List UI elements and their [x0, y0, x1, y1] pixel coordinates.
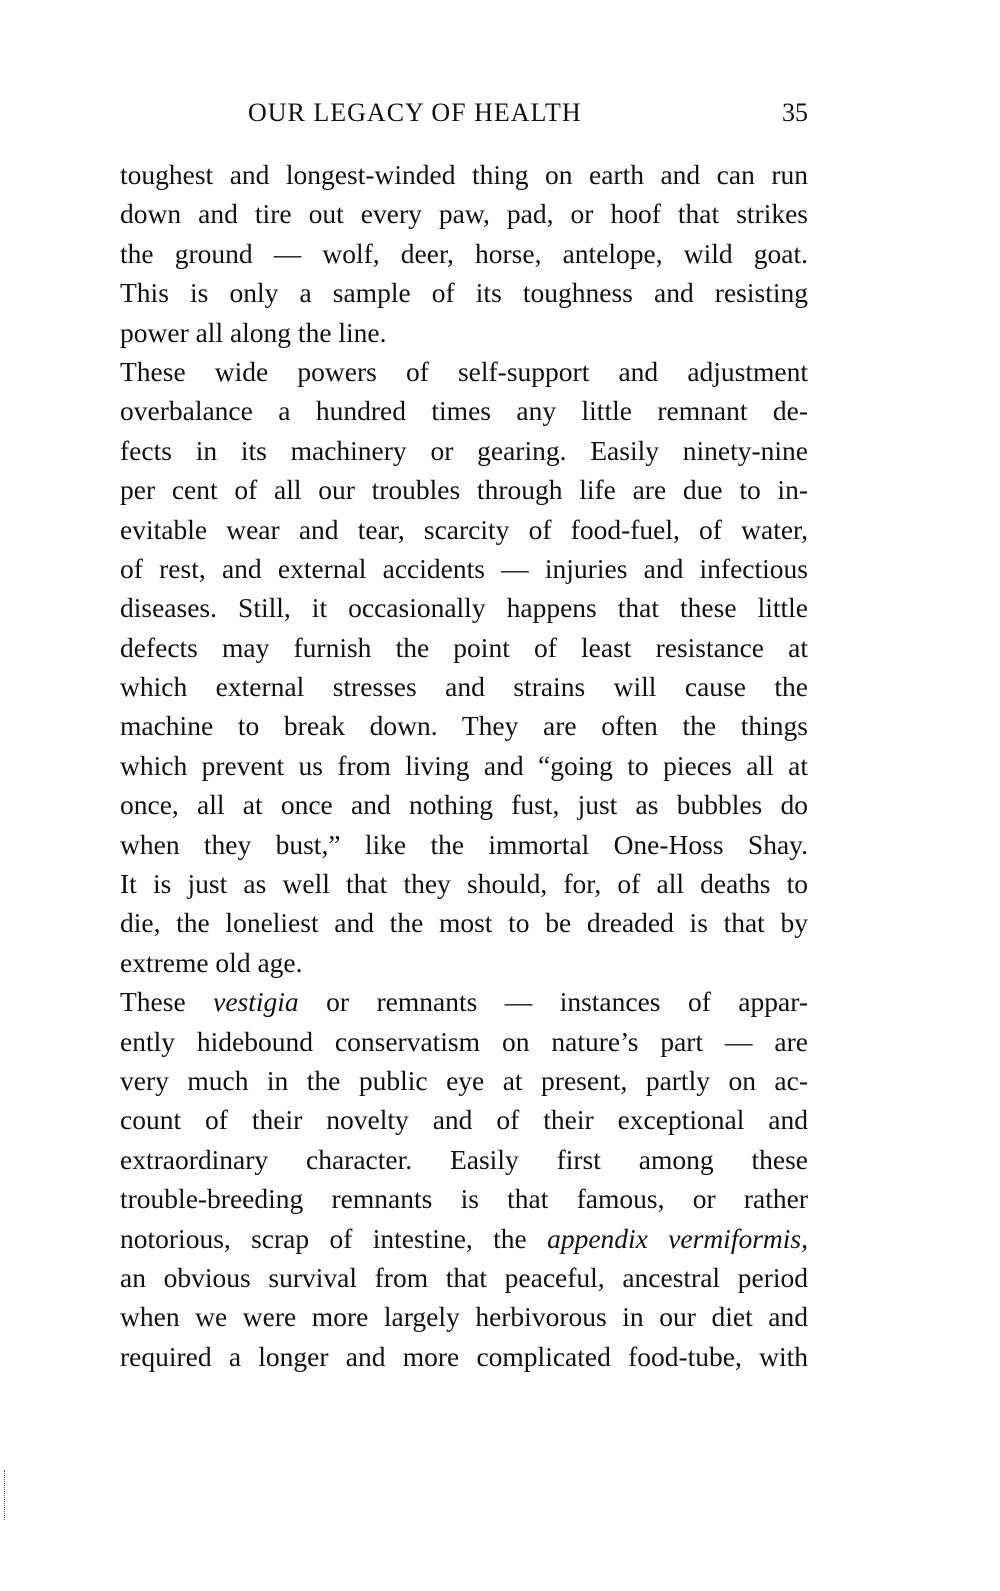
line-text: required a longer and more complicated food-tube, with — [120, 1340, 808, 1372]
text-line — [120, 667, 808, 706]
line-text: evitable wear and tear, scarcity of food-fuel, of water, — [120, 513, 808, 545]
text-line — [120, 943, 808, 982]
text-line — [120, 982, 808, 1021]
text-line — [120, 628, 808, 667]
line-text: machine to break down. They are often the things — [120, 710, 808, 742]
line-text: These wide powers of self-support and adjustment — [120, 355, 808, 387]
text-line — [120, 352, 808, 391]
running-header — [120, 98, 808, 138]
text-line — [120, 391, 808, 430]
line-text: overbalance a hundred times any little remnant de- — [120, 395, 808, 427]
text-line — [120, 1061, 808, 1100]
text-line — [120, 1100, 808, 1139]
line-text: the ground — wolf, deer, horse, antelope, wild goat. — [120, 237, 808, 269]
body-text — [120, 155, 808, 1376]
text-line — [120, 510, 808, 549]
text-line — [120, 825, 808, 864]
line-text: of rest, and external accidents — injuries and infectious — [120, 552, 808, 584]
text-line — [120, 1337, 808, 1376]
text-line — [120, 1258, 808, 1297]
text-line — [120, 273, 808, 312]
text-line — [120, 470, 808, 509]
line-text: ently hidebound conservatism on nature’s part — are — [120, 1025, 808, 1057]
text-line — [120, 549, 808, 588]
line-text: count of their novelty and of their exceptional and — [120, 1104, 808, 1136]
italic-term: appendix vermiformis, — [547, 1222, 808, 1254]
line-text: very much in the public eye at present, partly on ac- — [120, 1064, 808, 1096]
line-text: or remnants — instances of appar- — [298, 986, 808, 1018]
line-text: diseases. Still, it occasionally happens that these little — [120, 592, 808, 624]
text-line — [120, 746, 808, 785]
page-number: 35 — [782, 98, 808, 127]
line-text: per cent of all our troubles through life are due to in- — [120, 474, 808, 506]
line-text: extreme old age. — [120, 946, 303, 978]
text-line — [120, 431, 808, 470]
text-line — [120, 588, 808, 627]
text-line — [120, 1022, 808, 1061]
text-line — [120, 706, 808, 745]
text-line — [120, 1297, 808, 1336]
line-text: extraordinary character. Easily first among these — [120, 1143, 808, 1175]
text-line — [120, 864, 808, 903]
text-line — [120, 785, 808, 824]
line-text: die, the loneliest and the most to be dreaded is that by — [120, 907, 808, 939]
text-line — [120, 313, 808, 352]
line-text: It is just as well that they should, for, of all deaths to — [120, 868, 808, 900]
text-line — [120, 1140, 808, 1179]
line-text: an obvious survival from that peaceful, ancestral period — [120, 1261, 808, 1293]
line-text: when they bust,” like the immortal One-Hoss Shay. — [120, 828, 808, 860]
line-text: defects may furnish the point of least resistance at — [120, 631, 808, 663]
line-text: when we were more largely herbivorous in our diet and — [120, 1301, 808, 1333]
line-text: power all along the line. — [120, 316, 387, 348]
line-text: which external stresses and strains will cause the — [120, 671, 808, 703]
line-text: These — [120, 986, 214, 1018]
text-line — [120, 1179, 808, 1218]
line-text: fects in its machinery or gearing. Easily ninety-nine — [120, 434, 808, 466]
line-text: This is only a sample of its toughness and resisting — [120, 277, 808, 309]
text-line — [120, 234, 808, 273]
line-text: toughest and longest-winded thing on earth and can run — [120, 159, 808, 190]
text-line — [120, 1219, 808, 1258]
line-text: which prevent us from living and “going to pieces all at — [120, 749, 808, 781]
text-line — [120, 194, 808, 233]
line-text: notorious, scrap of intestine, the — [120, 1222, 548, 1254]
line-text: down and tire out every paw, pad, or hoof that strikes — [120, 198, 808, 230]
italic-term: vestigia — [213, 986, 299, 1018]
line-text: once, all at once and nothing fust, just as bubbles do — [120, 789, 808, 821]
margin-mark — [4, 1470, 6, 1520]
line-text: trouble-breeding remnants is that famous, or rather — [120, 1183, 808, 1215]
text-line — [120, 903, 808, 942]
text-line — [120, 155, 808, 194]
running-title: OUR LEGACY OF HEALTH — [248, 98, 582, 127]
